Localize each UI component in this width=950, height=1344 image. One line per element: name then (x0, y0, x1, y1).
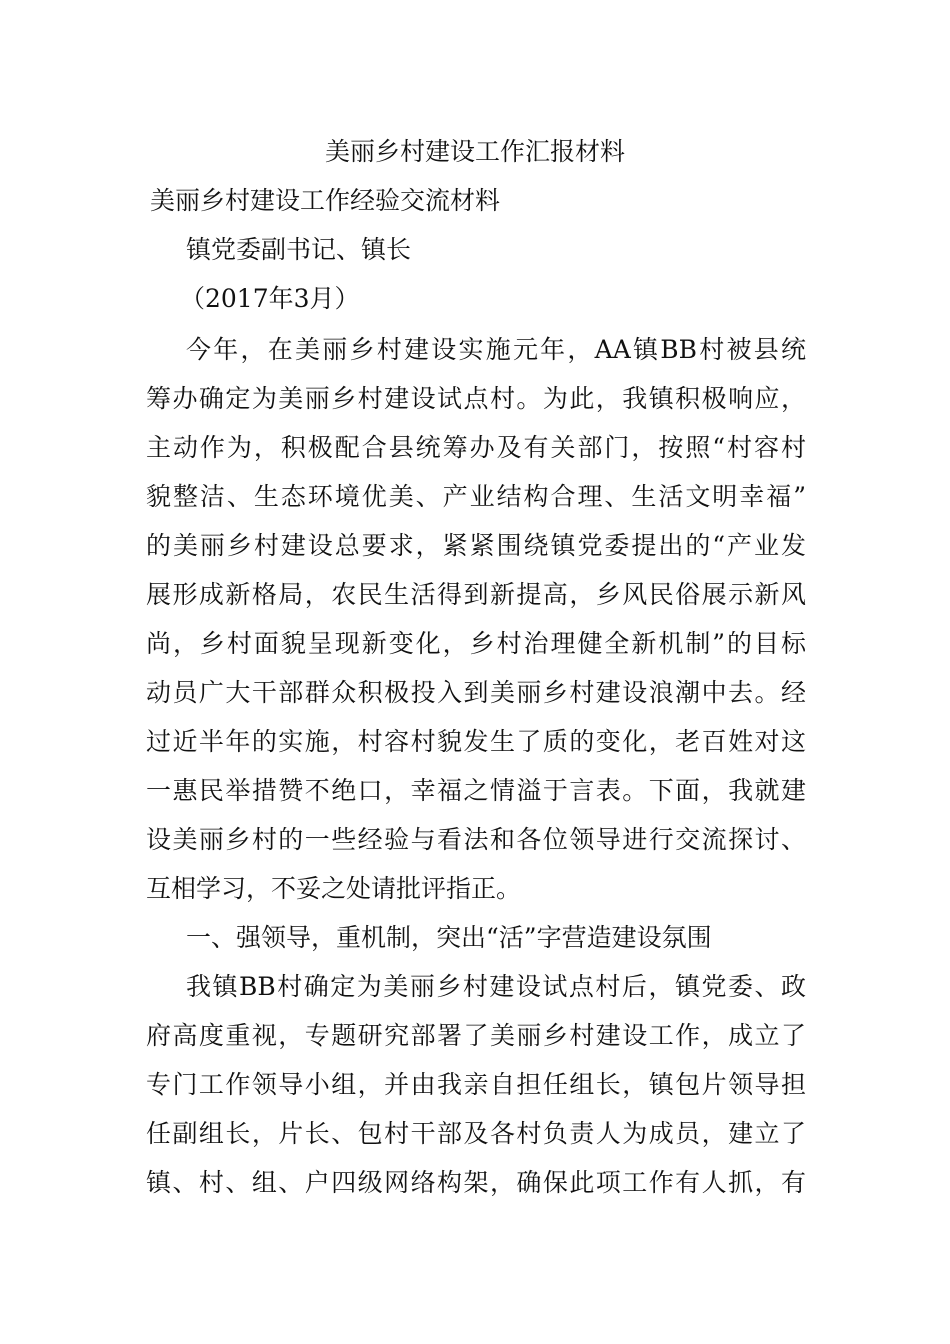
paragraph-2-line: 我镇BB村确定为美丽乡村建设试点村后，镇党委、政 (186, 972, 806, 1001)
paragraph-1-line: 筹办确定为美丽乡村建设试点村。为此，我镇积极响应， (146, 384, 806, 413)
document-subtitle: 美丽乡村建设工作经验交流材料 (150, 186, 501, 215)
paragraph-2-line: 镇、村、组、户四级网络构架，确保此项工作有人抓，有 (146, 1168, 806, 1197)
paragraph-1-line: 尚，乡村面貌呈现新变化，乡村治理健全新机制”的目标 (146, 629, 806, 658)
paragraph-1-line: 今年，在美丽乡村建设实施元年，AA镇BB村被县统 (186, 335, 806, 364)
paragraph-1-line: 设美丽乡村的一些经验与看法和各位领导进行交流探讨、 (146, 825, 806, 854)
paragraph-1-line: 互相学习，不妥之处请批评指正。 (146, 874, 522, 903)
paragraph-1-line: 展形成新格局，农民生活得到新提高，乡风民俗展示新风 (146, 580, 806, 609)
date-line: （2017年3月） (180, 284, 360, 313)
section-heading-1: 一、强领导，重机制，突出“活”字营造建设氛围 (186, 923, 712, 952)
author-line: 镇党委副书记、镇长 (186, 235, 412, 264)
paragraph-1-line: 主动作为，积极配合县统筹办及有关部门，按照“村容村 (146, 433, 806, 462)
paragraph-2-line: 专门工作领导小组，并由我亲自担任组长，镇包片领导担 (146, 1070, 806, 1099)
paragraph-1-line: 的美丽乡村建设总要求，紧紧围绕镇党委提出的“产业发 (146, 531, 806, 560)
paragraph-1-line: 过近半年的实施，村容村貌发生了质的变化，老百姓对这 (146, 727, 806, 756)
paragraph-1-line: 貌整洁、生态环境优美、产业结构合理、生活文明幸福” (146, 482, 806, 511)
document-title: 美丽乡村建设工作汇报材料 (324, 137, 625, 166)
paragraph-1-line: 一惠民举措赞不绝口，幸福之情溢于言表。下面，我就建 (146, 776, 806, 805)
paragraph-1-line: 动员广大干部群众积极投入到美丽乡村建设浪潮中去。经 (146, 678, 806, 707)
paragraph-2-line: 任副组长，片长、包村干部及各村负责人为成员，建立了 (146, 1119, 806, 1148)
paragraph-2-line: 府高度重视，专题研究部署了美丽乡村建设工作，成立了 (146, 1021, 806, 1050)
